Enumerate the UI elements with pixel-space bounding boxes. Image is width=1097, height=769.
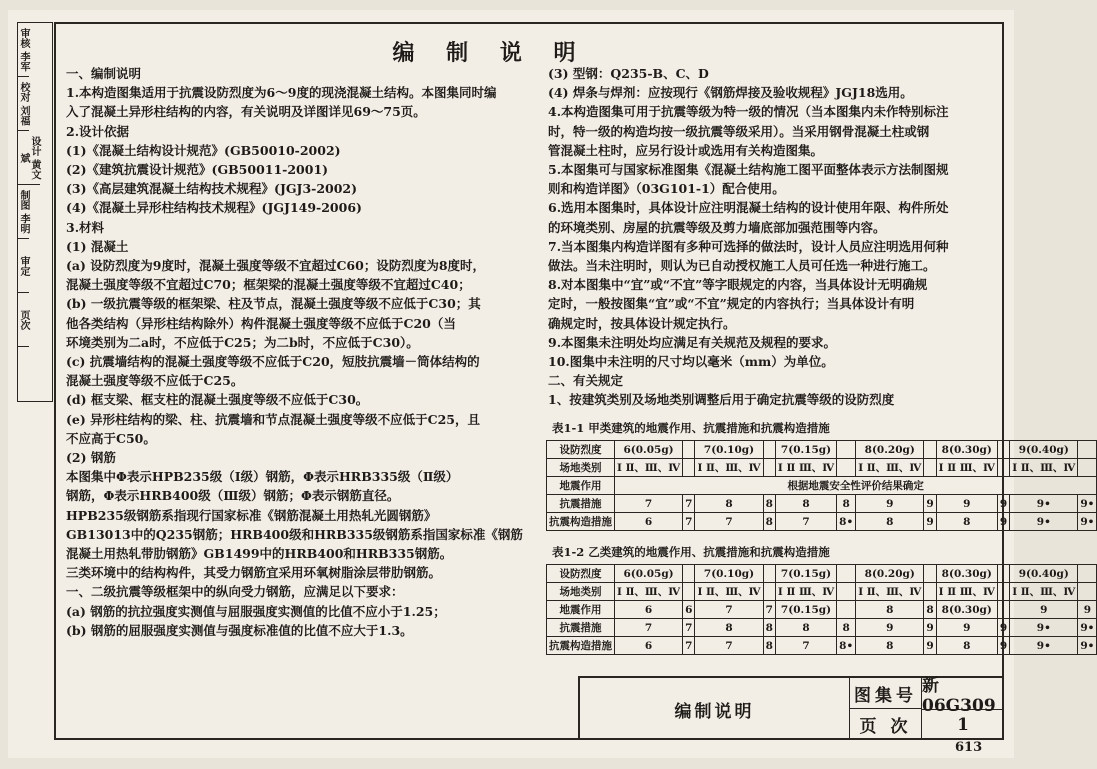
text-line: 混凝土强度等级不应低于C25。 [66,373,244,389]
table-cell: Ⅰ Ⅱ、Ⅲ、Ⅳ [1010,459,1078,477]
table-cell: 8 [695,619,763,637]
title-block [578,676,1004,740]
table-cell: Ⅰ Ⅱ、Ⅲ、Ⅳ [615,459,683,477]
table-row [547,477,1097,495]
text-line: 5.本图集可与国家标准图集《混凝土结构施工图平面整体表示方法制图规 [548,162,949,178]
row-header-cell: 场地类别 [547,459,615,477]
table-cell: 6 [683,601,695,619]
table2-caption: 表1-2 乙类建筑的地震作用、抗震措施和抗震构造措施 [552,545,830,559]
text-line: (c) 抗震墙结构的混凝土强度等级不应低于C20，短肢抗震墙－筒体结构的 [66,354,480,370]
table-cell [924,565,936,583]
table-cell: 9 [924,637,936,655]
table-cell [837,441,856,459]
table-cell [997,601,1009,619]
text-line: 一、二级抗震等级框架中的纵向受力钢筋，应满足以下要求： [66,584,404,600]
table-cell [997,441,1009,459]
table-cell: 8(0.20g) [856,441,924,459]
text-line: 钢筋，Φ表示HRB400级（Ⅲ级）钢筋；Φ表示钢筋直径。 [66,488,400,504]
table-cell: 8• [837,637,856,655]
side-label: 页次 [18,293,29,347]
seismic-table-2 [546,564,1097,655]
table-cell [1078,459,1097,477]
table-cell: 7 [695,513,763,531]
text-line: (b) 一级抗震等级的框架梁、柱及节点，混凝土强度等级不应低于C30；其 [66,296,481,312]
table-cell: 9 [997,619,1009,637]
table-cell [683,459,695,477]
table-cell [763,441,775,459]
table-cell: 7(0.10g) [695,565,763,583]
table-cell: 8 [763,637,775,655]
table-cell: 9 [997,495,1009,513]
table-cell [763,583,775,601]
table-cell: 9• [1010,495,1078,513]
table-cell: 8 [763,513,775,531]
table-cell: 7 [775,513,836,531]
table-cell: 9 [997,637,1009,655]
side-label: 校对 刘福 [18,77,29,131]
atlas-number-value: 新06G309 [922,678,1004,710]
left-text-column [66,64,523,640]
table-cell: 9 [1078,601,1097,619]
table-cell: 6 [615,637,683,655]
table-cell [763,565,775,583]
table-cell: 9• [1010,513,1078,531]
text-line: 确规定时，按具体设计规定执行。 [548,315,736,331]
text-line: (4)《混凝土异形柱结构技术规程》(JGJ149-2006) [66,200,362,216]
table-cell: Ⅰ Ⅱ Ⅲ、Ⅳ [775,459,836,477]
text-line: 管混凝土柱时，应另行设计或选用有关构造图集。 [548,142,824,158]
table-cell [763,459,775,477]
text-line: (a) 钢筋的抗拉强度实测值与屈服强度实测值的比值不应小于1.25； [66,603,446,619]
text-line: 定时，一般按图集“宜”或“不宜”规定的内容执行；当具体设计有明 [548,296,915,312]
table-cell [924,459,936,477]
table-cell: 8 [775,619,836,637]
text-line: 9.本图集未注明处均应满足有关规范及规程的要求。 [548,334,837,350]
table-cell: 8 [837,619,856,637]
table-cell: 8(0.30g) [936,565,997,583]
text-line: 10.图集中未注明的尺寸均以毫米（mm）为单位。 [548,354,834,370]
table-cell [837,565,856,583]
text-line: (a) 设防烈度为9度时，混凝土强度等级不宜超过C60；设防烈度为8度时， [66,258,486,274]
table-cell: 8 [936,637,997,655]
table-cell: 7 [615,619,683,637]
page-title: 编 制 说 明 [392,40,588,66]
table-cell: 7 [683,637,695,655]
table-cell [924,583,936,601]
table-cell: 7(0.15g) [775,565,836,583]
table-cell: 8 [695,495,763,513]
table-cell: Ⅰ Ⅱ、Ⅲ、Ⅳ [856,459,924,477]
table-cell: 7 [683,495,695,513]
text-line: 一、编制说明 [66,66,142,81]
right-text-column [548,64,949,410]
table-cell: 9 [936,495,997,513]
table-cell: 7 [683,619,695,637]
table-cell [837,459,856,477]
side-label: 设计 黄文斌 [18,131,40,185]
table-cell: 6(0.05g) [615,441,683,459]
table-cell: 8 [775,495,836,513]
text-line: 本图集中Φ表示HPB235级（Ⅰ级）钢筋，Φ表示HRB335级（Ⅱ级） [66,469,459,485]
row-header-cell: 抗震构造措施 [547,513,615,531]
table-cell: 6(0.05g) [615,565,683,583]
table-row [547,637,1097,655]
text-line: 入了混凝土异形柱结构的内容，有关说明及详图详见69～75页。 [66,104,426,120]
table-cell: 8(0.30g) [936,601,997,619]
text-line: (d) 框支梁、框支柱的混凝土强度等级不应低于C30。 [66,392,369,408]
table-row [547,513,1097,531]
table-cell: Ⅰ Ⅱ Ⅲ、Ⅳ [936,583,997,601]
row-header-cell: 抗震措施 [547,495,615,513]
table-cell: 9(0.40g) [1010,565,1078,583]
table-cell: Ⅰ Ⅱ、Ⅲ、Ⅳ [615,583,683,601]
title-block-name: 编制说明 [580,678,850,740]
table-cell: 8• [837,513,856,531]
text-line: 混凝土强度等级不宜超过C70；框架梁的混凝土强度等级不宜超过C40； [66,277,471,293]
row-header-cell: 抗震构造措施 [547,637,615,655]
table-cell: 8 [837,495,856,513]
table-cell: 9 [936,619,997,637]
table-cell: Ⅰ Ⅱ、Ⅲ、Ⅳ [856,583,924,601]
table-cell: 9 [924,495,936,513]
table-cell: 8 [763,619,775,637]
table-cell: 8 [924,601,936,619]
table-cell: 9• [1078,637,1097,655]
seismic-table-1 [546,440,1097,531]
text-line: HPB235级钢筋系指现行国家标准《钢筋混凝土用热轧光圆钢筋》 [66,507,437,523]
table-cell: Ⅰ Ⅱ Ⅲ、Ⅳ [775,583,836,601]
table-row [547,441,1097,459]
table-cell: 8 [856,513,924,531]
text-line: 7.当本图集内构造详图有多种可选择的做法时，设计人员应注明选用何种 [548,238,949,254]
row-header-cell: 设防烈度 [547,441,615,459]
table-cell [683,583,695,601]
table-cell: 9 [856,619,924,637]
text-line: 环境类别为二a时，不应低于C25；为二b时，不应低于C30）。 [66,334,419,350]
table-cell: 8 [936,513,997,531]
row-header-cell: 抗震措施 [547,619,615,637]
text-line: 做法。当未注明时，则认为已自动授权施工人员可任选一种进行施工。 [548,258,936,274]
text-line: (2) 钢筋 [66,450,116,466]
table-cell: 8(0.20g) [856,565,924,583]
table-cell: 9• [1010,637,1078,655]
table-cell [683,565,695,583]
text-line: 8.对本图集中“宜”或“不宜”等字眼规定的内容，当具体设计无明确规 [548,277,928,293]
table-cell: 6 [615,513,683,531]
table-row [547,459,1097,477]
atlas-number-label: 图集号 [850,678,922,709]
row-header-cell: 设防烈度 [547,565,615,583]
row-header-cell: 地震作用 [547,601,615,619]
table-row [547,619,1097,637]
text-line: (4) 焊条与焊剂：应按现行《钢筋焊接及验收规程》JGJ18选用。 [548,85,913,101]
text-line: (e) 异形柱结构的梁、柱、抗震墙和节点混凝土强度等级不应低于C25，且 [66,411,480,427]
table-cell: Ⅰ Ⅱ、Ⅲ、Ⅳ [695,583,763,601]
table1-caption: 表1-1 甲类建筑的地震作用、抗震措施和抗震构造措施 [552,421,830,435]
table-cell: 9• [1078,513,1097,531]
table-cell: 9(0.40g) [1010,441,1078,459]
table-row [547,495,1097,513]
table-cell [837,601,856,619]
text-line: 4.本构造图集可用于抗震等级为特一级的情况（当本图集内未作特别标注 [548,104,949,120]
text-line: 则和构造详图》（03G101-1）配合使用。 [548,181,785,197]
page-label: 页 次 [850,709,922,740]
text-line: (1) 混凝土 [66,238,129,254]
text-line: 3.材料 [66,219,105,235]
text-line: 三类环境中的结构构件，其受力钢筋宜采用环氧树脂涂层带肋钢筋。 [66,565,442,581]
table-cell: 8 [856,601,924,619]
table-row [547,565,1097,583]
text-line: 他各类结构（异形柱结构除外）构件混凝土强度等级不应低于C20（当 [66,315,456,331]
table-cell [997,459,1009,477]
text-line: 混凝土用热轧带肋钢筋》GB1499中的HRB400和HRB335钢筋。 [66,546,453,562]
table-cell [924,441,936,459]
table-cell [1078,565,1097,583]
table-cell: 7 [695,601,763,619]
text-line: 时，特一级的构造均按一级抗震等级采用）。当采用钢骨混凝土柱或钢 [548,123,930,139]
table-cell: 9 [1010,601,1078,619]
table-cell: 7 [683,513,695,531]
table-cell [1078,441,1097,459]
text-line: 不应高于C50。 [66,430,156,446]
text-line: (2)《建筑抗震设计规范》(GB50011-2001) [66,162,329,178]
text-line: 6.选用本图集时，具体设计应注明混凝土结构的设计使用年限、构件所处 [548,200,949,216]
table-cell: 7 [695,637,763,655]
table-cell: 9 [924,513,936,531]
text-line: (3)《高层建筑混凝土结构技术规程》(JGJ3-2002) [66,181,358,197]
table-cell [683,441,695,459]
page-value: 1 [957,714,969,735]
table-cell: 8 [856,637,924,655]
table-cell [997,565,1009,583]
table-cell: 根据地震安全性评价结果确定 [615,477,1097,495]
side-label: 审核 李军 [18,23,29,77]
side-label: 制图 李明 [18,185,29,239]
table-cell: 7(0.15g) [775,601,836,619]
side-label: 审定 [18,239,29,293]
table-cell [837,583,856,601]
table-cell: 7 [615,495,683,513]
table-cell: 7(0.10g) [695,441,763,459]
table-cell: 9• [1078,495,1097,513]
row-header-cell: 地震作用 [547,477,615,495]
text-line: 二、有关规定 [548,373,624,389]
page-number: 613 [955,740,983,755]
text-line: (b) 钢筋的屈服强度实测值与强度标准值的比值不应大于1.3。 [66,622,413,638]
table-cell: Ⅰ Ⅱ Ⅲ、Ⅳ [936,459,997,477]
table-cell: 7 [775,637,836,655]
table-cell: 9• [1010,619,1078,637]
table-cell: 9 [856,495,924,513]
table-cell: 8 [763,495,775,513]
table-cell: 7 [763,601,775,619]
text-line: 1.本构造图集适用于抗震设防烈度为6～9度的现浇混凝土结构。本图集同时编 [66,85,497,101]
table-cell: 7(0.15g) [775,441,836,459]
table-cell [997,583,1009,601]
side-signature-strip [17,22,53,402]
table-cell: 9 [997,513,1009,531]
table-cell: 6 [615,601,683,619]
table-row [547,583,1097,601]
table-cell [1078,583,1097,601]
text-line: 1、按建筑类别及场地类别调整后用于确定抗震等级的设防烈度 [548,392,895,408]
table-cell: Ⅰ Ⅱ、Ⅲ、Ⅳ [695,459,763,477]
table-row [547,601,1097,619]
row-header-cell: 场地类别 [547,583,615,601]
text-line: (3) 型钢：Q235-B、C、D [548,66,709,81]
table-cell: Ⅰ Ⅱ、Ⅲ、Ⅳ [1010,583,1078,601]
table-cell: 9 [924,619,936,637]
table-cell: 9• [1078,619,1097,637]
text-line: (1)《混凝土结构设计规范》(GB50010-2002) [66,142,341,158]
text-line: GB13013中的Q235钢筋；HRB400级和HRB335级钢筋系指国家标准《钢筋 [66,526,523,542]
text-line: 的环境类别、房屋的抗震等级及剪力墙底部加强范围等内容。 [548,219,886,235]
text-line: 2.设计依据 [66,123,130,139]
table-cell: 8(0.30g) [936,441,997,459]
